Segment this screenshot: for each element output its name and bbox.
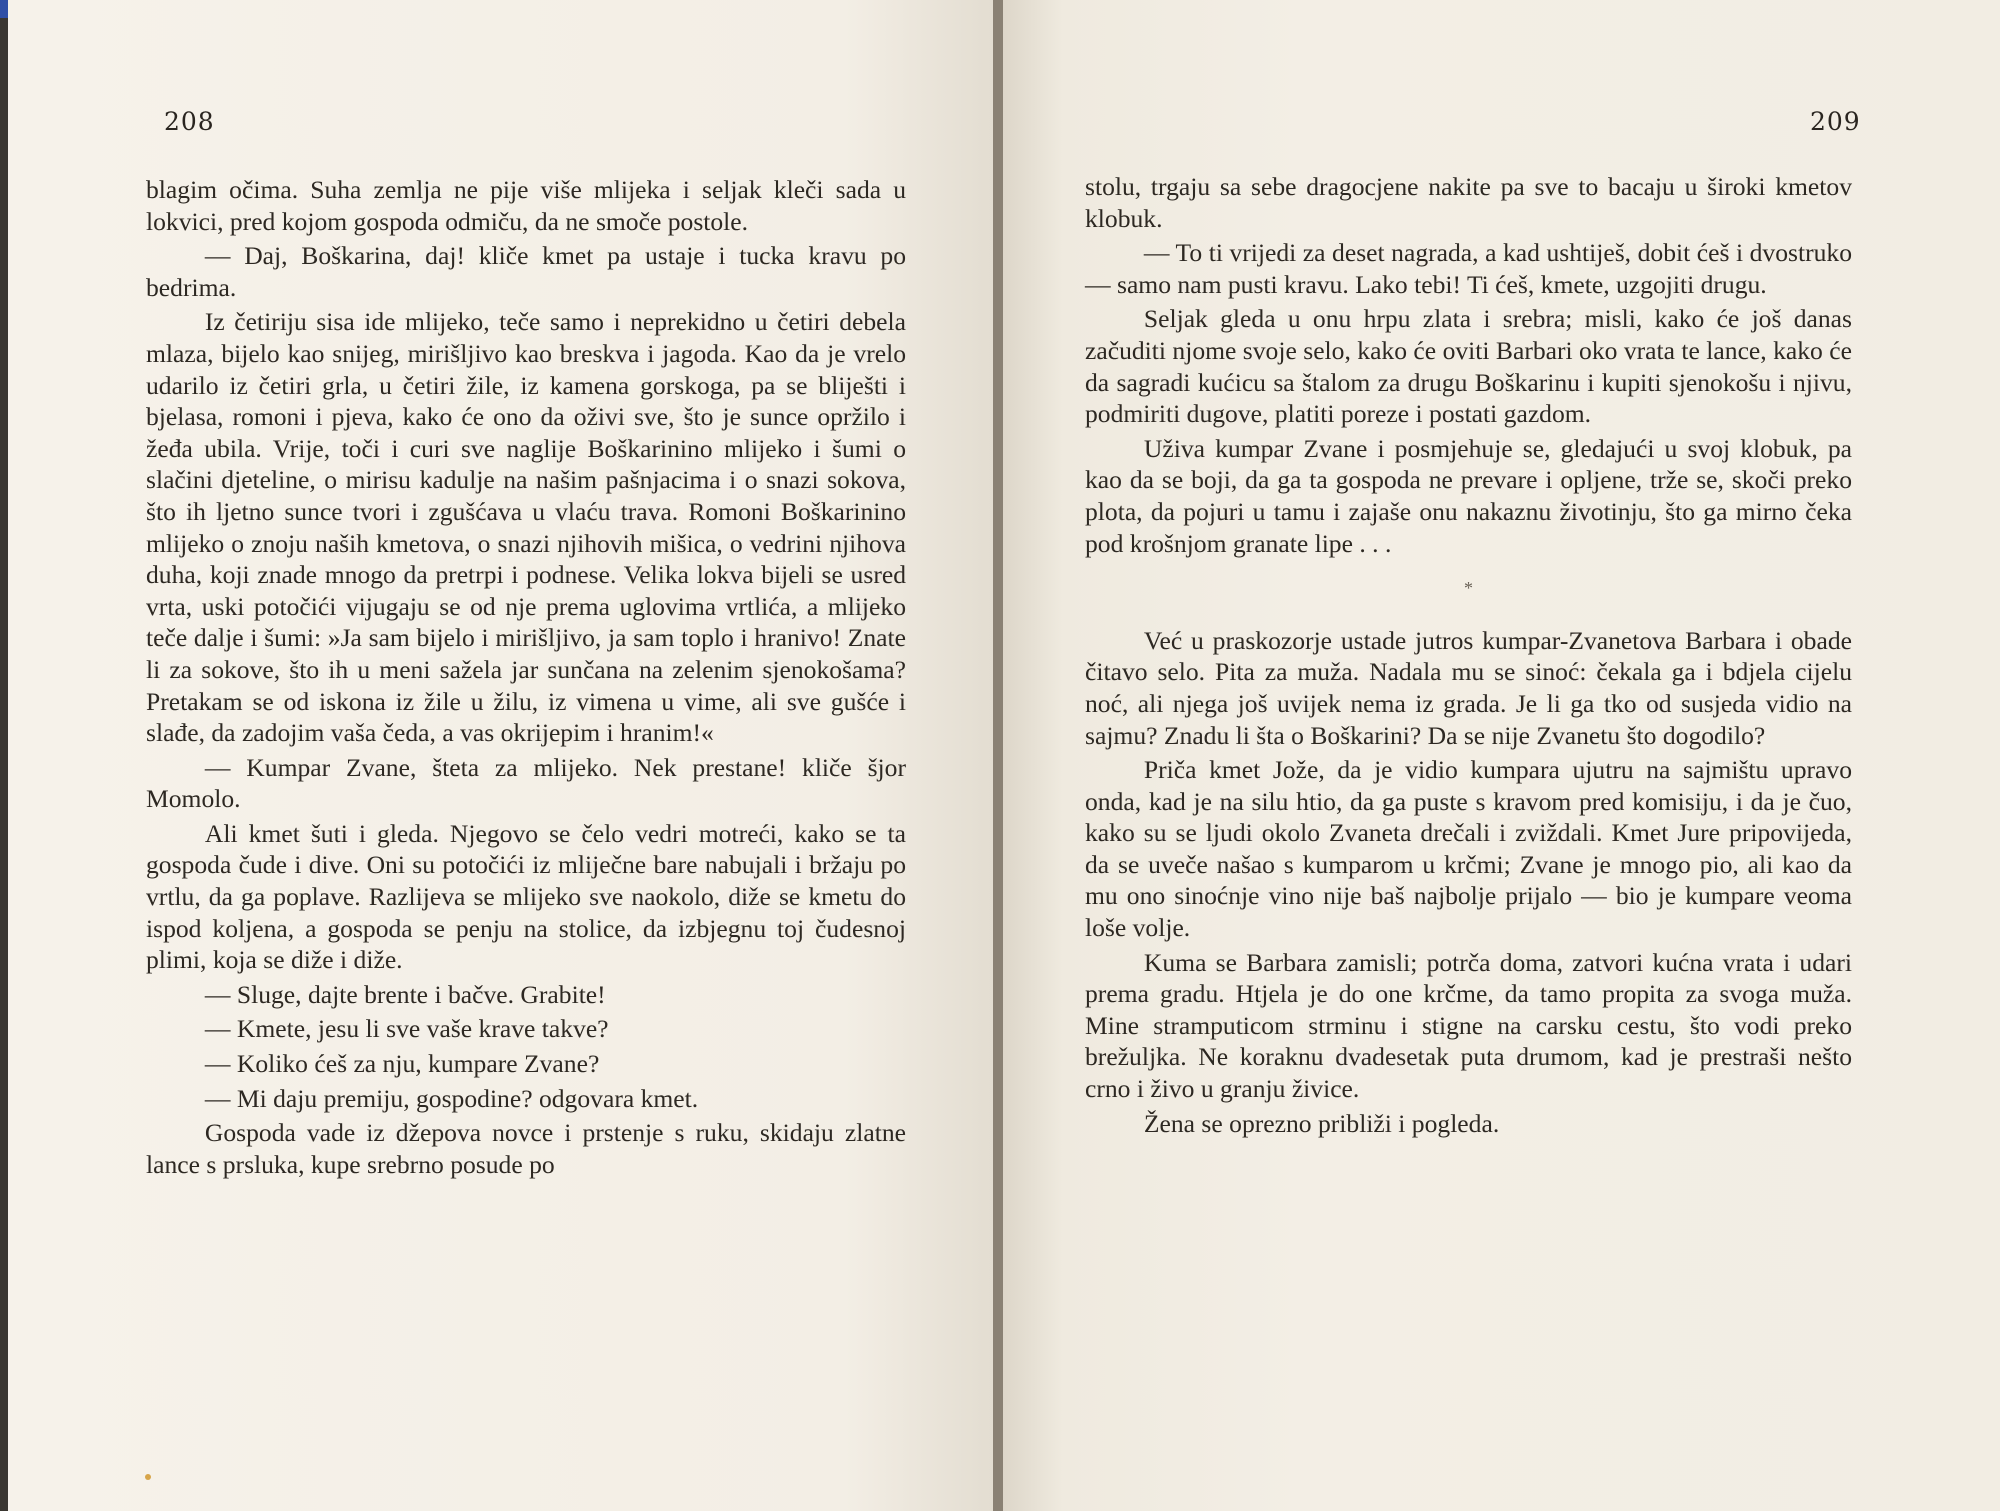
paragraph: — Koliko ćeš za nju, kumpare Zvane?: [204, 1049, 600, 1079]
page-number: 208: [164, 107, 215, 136]
paragraph: Priča kmet Jože, da je vidio kumpara ujutru na sajmištu upravo onda, kad je na silu htio, da ga puste s kravom pred komisiju, i da je čuo, kako su se ljudi okolo Zvaneta drečali i zviždali. Kmet Jure pripovijeda, da se uveče našao s kumparom u krčmi; Zvane je mnogo pio, ali kao da mu ono sinoćnje vino nije baš najbolje prijalo — bio je kumpare veoma loše volje.: [1085, 755, 1852, 943]
book-gutter: [993, 0, 1003, 1511]
page-text: [146, 174, 906, 1183]
right-page: [1003, 0, 2000, 1511]
page-text: [1085, 171, 1852, 1142]
paragraph: Gospoda vade iz džepova novce i prstenje s ruku, skidaju zlatne lance s prsluka, kupe srebrno posude po: [146, 1118, 906, 1179]
paragraph: — Kumpar Zvane, šteta za mlijeko. Nek prestane! kliče šjor Momolo.: [146, 752, 906, 814]
paragraph: Ali kmet šuti i gleda. Njegovo se čelo vedri motreći, kako se ta gospoda čude i dive. Oni su potočići iz mliječne bare nabujali i bržaju po vrtlu, da ga poplave. Razlijeva se mlijeko sve naokolo, diže se kmetu do ispod koljena, a gospoda se penju na stolice, da izbjegnu toj čudesnoj plimi, koja se diže i diže.: [146, 818, 906, 975]
left-page: [8, 0, 993, 1511]
paragraph: — Kmete, jesu li sve vaše krave takve?: [204, 1014, 609, 1044]
paragraph: Kuma se Barbara zamisli; potrča doma, zatvori kućna vrata i udari prema gradu. Htjela je do one krčme, da tamo propita za svoga muža. Mine stramputicom strminu i stigne na carsku cestu, što vodi preko brežuljka. Ne koraknu dvadesetak puta drumom, kad je prestraši nešto crno i živo u granju živice.: [1085, 947, 1852, 1104]
paragraph: — Mi daju premiju, gospodine? odgovara kmet.: [204, 1083, 699, 1113]
paragraph: — Daj, Boškarina, daj! kliče kmet pa ustaje i tucka kravu po bedrima.: [146, 241, 906, 302]
section-break: *: [1464, 578, 1473, 599]
paper-speck: [145, 1474, 151, 1480]
paragraph: Žena se oprezno približi i pogleda.: [1143, 1108, 1500, 1138]
paragraph: — To ti vrijedi za deset nagrada, a kad ushtiješ, dobit ćeš i dvostruko — samo nam pusti kravu. Lako tebi! Ti ćeš, kmete, uzgojiti drugu.: [1085, 238, 1852, 299]
paragraph: Iz četiriju sisa ide mlijeko, teče samo i neprekidno u četiri debela mlaza, bijelo kao snijeg, mirišljivo kao breskva i jagoda. Kao da je vrelo udarilo iz četiri grla, u četiri žile, iz kamena gorskoga, pa se bliješti i bjelasa, romoni i pjeva, kako će ono da oživi sve, što je sunce opržilo i žeđa ubila. Vrije, toči i curi sve naglije Boškarinino mlijeko i šumi o slačini djeteline, o mirisu kadulje na našim pašnjacima i o snazi sokova, što ih ljetno sunce tvori i zgušćava u vlaću trava. Romoni Boškarinino mlijeko o znoju naših kmetova, o snazi njihovih mišica, o vedrini njihova duha, koji znade mnogo da pretrpi i podnese. Velika lokva bijeli se usred vrta, uski potočići vijugaju se od nje prema uglovima vrtlića, a mlijeko teče dalje i šumi: »Ja sam bijelo i mirišljivo, ja sam toplo i hranivo! Znate li za sokove, što ih u meni sažela jar sunčana na zelenim sjenokošama? Pretakam se od iskona iz žile u žilu, iz vimena u vime, ali sve gušće i slađe, da zadojim vaša čeda, a vas okrijepim i hranim!«: [146, 307, 906, 748]
paragraph: — Sluge, dajte brente i bačve. Grabite!: [204, 979, 606, 1009]
page-number: 209: [1810, 107, 1861, 136]
paragraph: Seljak gleda u onu hrpu zlata i srebra; misli, kako će još danas začuditi njome svoje selo, kako će oviti Barbari oko vrata te lance, kako će da sagradi kućicu sa štalom za drugu Boškarinu i kupiti sjenokošu i njivu, podmiriti dugove, platiti poreze i postati gazdom.: [1085, 304, 1852, 429]
paragraph: Već u praskozorje ustade jutros kumpar-Zvanetova Barbara i obade čitavo selo. Pita za muža. Nadala mu se sinoć: čekala ga i bdjela cijelu noć, ali njega još uvijek nema iz grada. Je li ga tko od susjeda vidio na sajmu? Znadu li šta o Boškarini? Da se nije Zvanetu što dogodilo?: [1085, 625, 1852, 750]
paragraph: blagim očima. Suha zemlja ne pije više mlijeka i seljak kleči sada u lokvici, pred kojom gospoda odmiču, da ne smoče postole.: [146, 175, 906, 236]
scan-edge-marker: [0, 0, 8, 18]
paragraph: stolu, trgaju sa sebe dragocjene nakite pa sve to bacaju u široki kmetov klobuk.: [1085, 172, 1852, 233]
paragraph: Uživa kumpar Zvane i posmjehuje se, gledajući u svoj klobuk, pa kao da se boji, da ga ta gospoda ne prevare i opljene, trže se, skoči preko plota, da pojuri u tamu i zajaše onu nakaznu životinju, što ga mirno čeka pod krošnjom granate lipe . . .: [1085, 433, 1852, 558]
